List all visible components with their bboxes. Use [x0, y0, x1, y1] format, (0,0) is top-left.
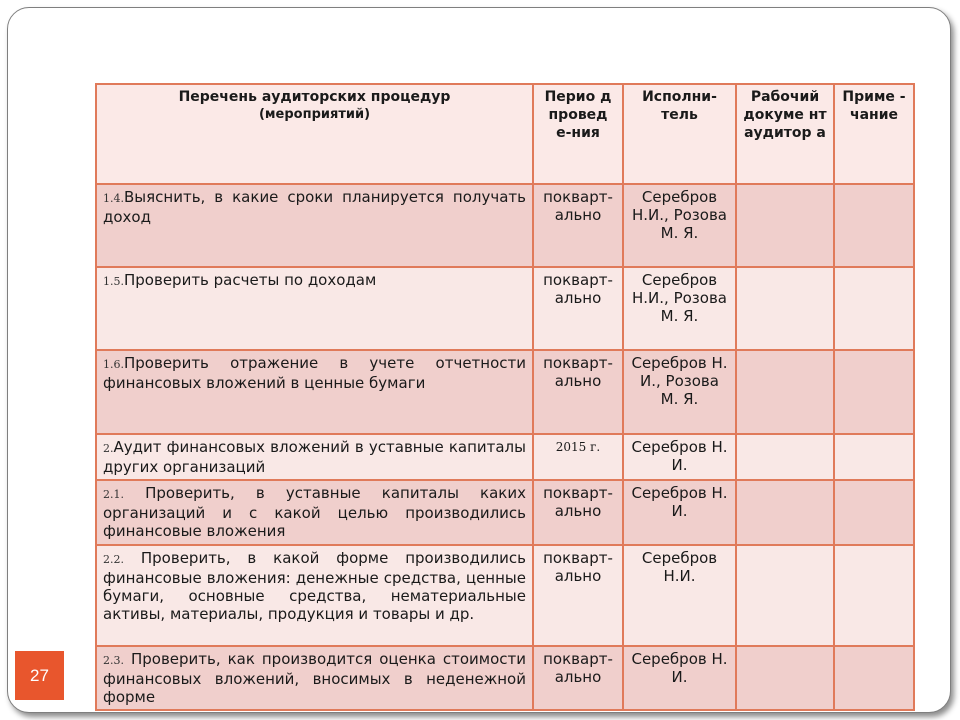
note-cell	[834, 184, 914, 267]
audit-procedures-table	[95, 83, 915, 711]
executor-cell: Серебров Н.И.	[623, 545, 736, 646]
header-period: Перио д провед е-ния	[533, 84, 623, 184]
procedure-text: Проверить, в уставные капиталы каких организаций и с какой целью производились финансовые вложения	[103, 484, 526, 540]
table-header-row	[96, 84, 914, 184]
table-row	[96, 434, 914, 480]
table-row	[96, 267, 914, 350]
workdoc-cell	[736, 646, 834, 710]
workdoc-cell	[736, 434, 834, 480]
procedure-text: Проверить отражение в учете отчетности финансовых вложений в ценные бумаги	[103, 354, 526, 392]
procedure-cell	[96, 480, 533, 545]
table-row	[96, 480, 914, 545]
procedure-number: 1.4.	[103, 192, 124, 205]
note-cell	[834, 646, 914, 710]
header-workdoc: Рабочий докуме нт аудитор а	[736, 84, 834, 184]
table-row	[96, 545, 914, 646]
table-row	[96, 184, 914, 267]
executor-cell: Серебров Н. И.	[623, 646, 736, 710]
executor-cell: Серебров Н. И.	[623, 480, 736, 545]
period-cell: покварт-ально	[533, 545, 623, 646]
period-cell: 2015 г.	[533, 434, 623, 480]
executor-cell: Серебров Н.И., Розова М. Я.	[623, 267, 736, 350]
table-row	[96, 350, 914, 434]
header-executor: Исполни- тель	[623, 84, 736, 184]
period-cell: покварт-ально	[533, 646, 623, 710]
note-cell	[834, 434, 914, 480]
executor-cell: Серебров Н.И., Розова М. Я.	[623, 184, 736, 267]
procedure-cell	[96, 646, 533, 710]
workdoc-cell	[736, 545, 834, 646]
note-cell	[834, 480, 914, 545]
page-number: 27	[15, 651, 64, 700]
period-cell: покварт-ально	[533, 184, 623, 267]
header-procedures	[96, 84, 533, 184]
header-procedures-sub: (мероприятий)	[258, 107, 371, 122]
procedure-text: Проверить расчеты по доходам	[124, 271, 377, 289]
procedure-number: 2.	[103, 442, 114, 455]
procedure-text: Выяснить, в какие сроки планируется получать доход	[103, 188, 526, 226]
workdoc-cell	[736, 267, 834, 350]
executor-cell: Серебров Н. И.	[623, 434, 736, 480]
procedure-cell	[96, 350, 533, 434]
procedure-text: Проверить, как производится оценка стоимости финансовых вложений, вносимых в неденежной форме	[103, 650, 526, 706]
procedure-number: 2.1.	[103, 488, 124, 501]
period-cell: покварт-ально	[533, 350, 623, 434]
period-cell: покварт-ально	[533, 480, 623, 545]
note-cell	[834, 267, 914, 350]
executor-cell: Серебров Н. И., Розова М. Я.	[623, 350, 736, 434]
procedure-cell	[96, 434, 533, 480]
procedure-text: Аудит финансовых вложений в уставные капиталы других организаций	[103, 438, 526, 476]
note-cell	[834, 545, 914, 646]
procedure-number: 2.3.	[103, 654, 124, 667]
procedure-cell	[96, 545, 533, 646]
note-cell	[834, 350, 914, 434]
procedure-number: 2.2.	[103, 553, 124, 566]
header-procedures-title: Перечень аудиторских процедур	[178, 89, 451, 105]
period-cell: покварт-ально	[533, 267, 623, 350]
header-note: Приме - чание	[834, 84, 914, 184]
procedure-number: 1.6.	[103, 358, 124, 371]
workdoc-cell	[736, 480, 834, 545]
procedure-cell	[96, 184, 533, 267]
procedure-cell	[96, 267, 533, 350]
workdoc-cell	[736, 184, 834, 267]
table-row	[96, 646, 914, 710]
workdoc-cell	[736, 350, 834, 434]
procedure-number: 1.5.	[103, 275, 124, 288]
procedure-text: Проверить, в какой форме производились финансовые вложения: денежные средства, ценные бумаги, основные средства, нематериальные активы, материалы, продукция и товары и др.	[103, 549, 526, 623]
